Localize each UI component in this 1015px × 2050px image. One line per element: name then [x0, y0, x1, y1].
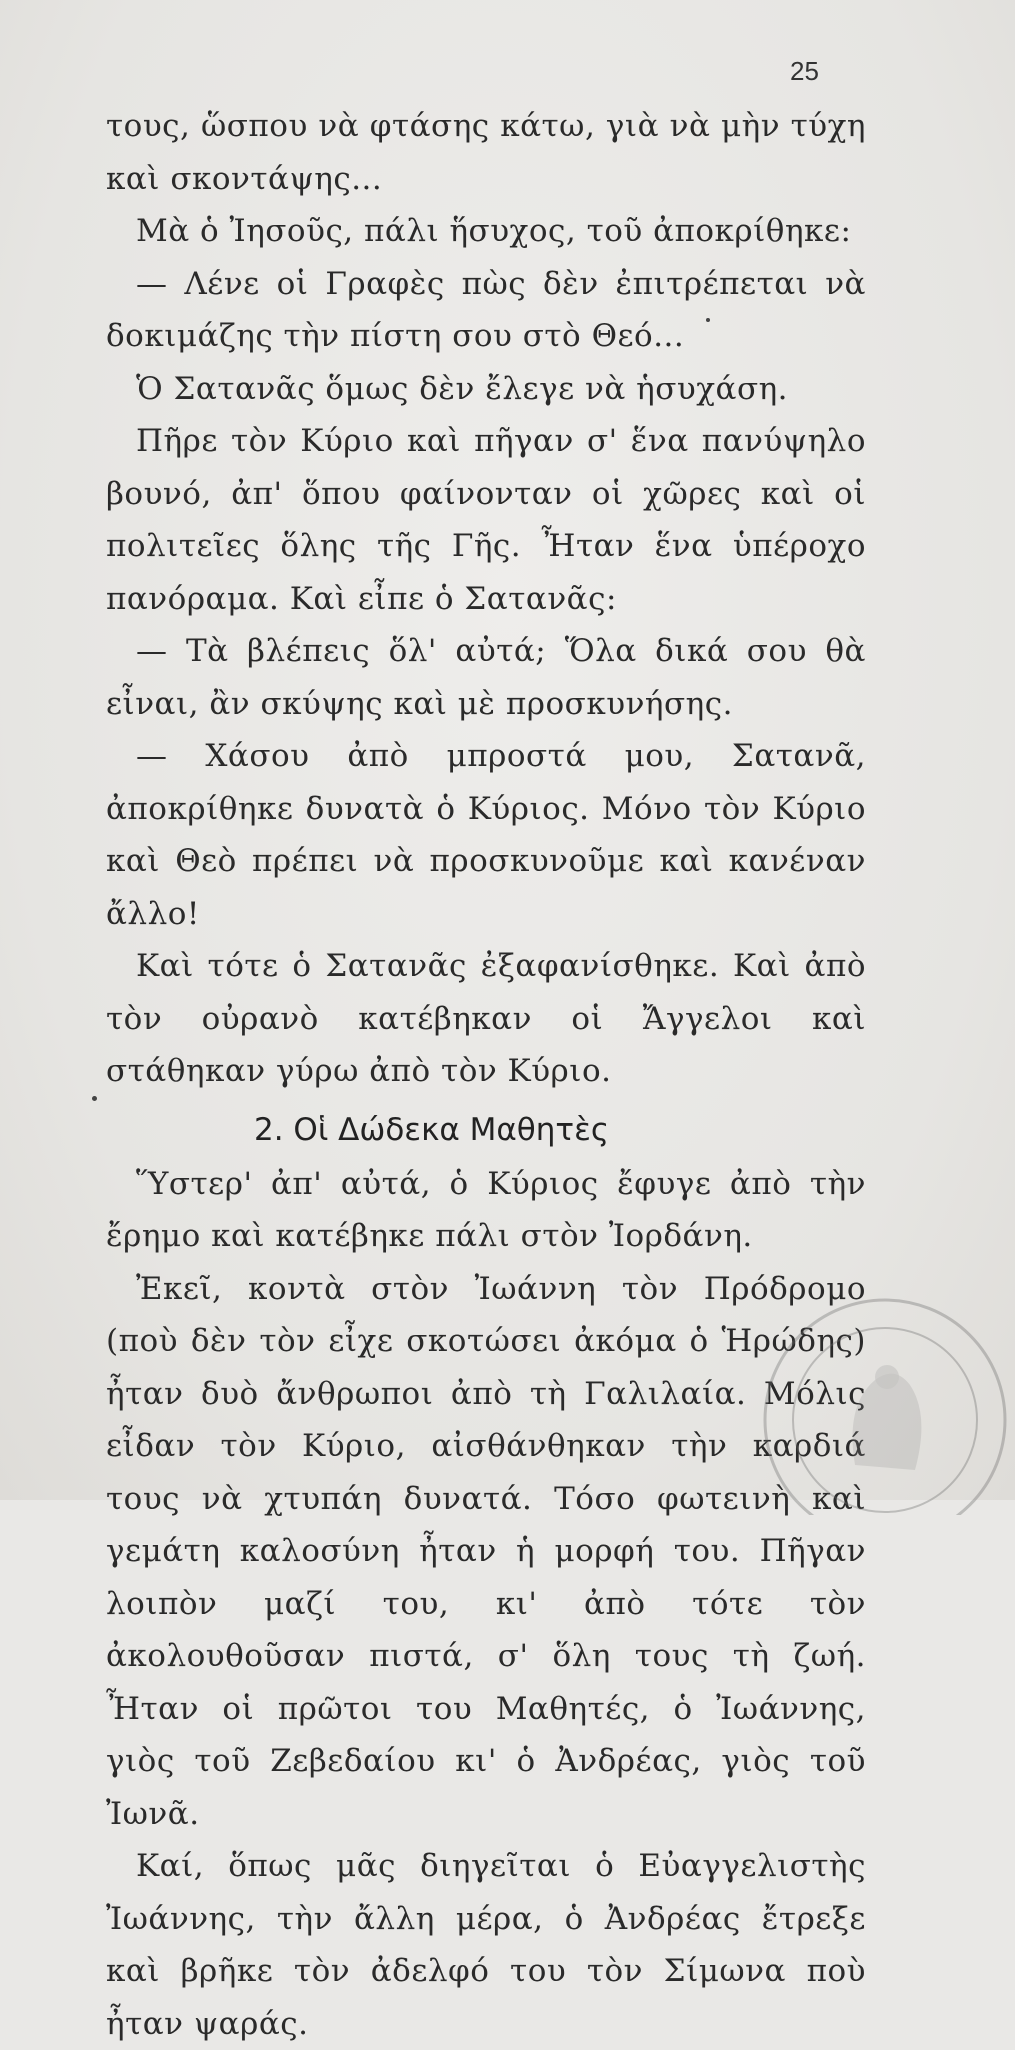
paragraph: Ὁ Σατανᾶς ὅμως δὲν ἔλεγε νὰ ἡσυχάση.	[136, 370, 789, 407]
page-number: 25	[790, 56, 819, 86]
paragraph: Καί, ὅπως μᾶς διηγεῖται ὁ Εὐαγγελιστὴς Ἰωάννης, τὴν ἄλλη μέρα, ὁ Ἀνδρέας ἔτρεξε καὶ βρῆκε τὸν ἀδελφό του τὸν Σίμωνα ποὺ ἦταν ψαράς.	[106, 1848, 866, 2042]
ink-speck	[92, 1096, 97, 1101]
library-stamp-icon	[735, 1285, 1015, 1515]
paragraph: Καὶ τότε ὁ Σατανᾶς ἐξαφανίσθηκε. Καὶ ἀπὸ τὸν οὐρανὸ κατέβηκαν οἱ Ἄγγελοι καὶ στάθηκαν γύρω ἀπὸ τὸν Κύριο.	[106, 948, 866, 1089]
paragraph: Ἐκεῖ, κοντὰ στὸν Ἰωάννη τὸν Πρόδρομο (ποὺ δὲν τὸν εἶχε σκοτώσει ἀκόμα ὁ Ἡρώδης) ἦταν δυὸ ἄνθρωποι ἀπὸ τὴ Γαλιλαία. Μόλις εἶδαν τὸν Κύριο, αἰσθάνθηκαν τὴν καρδιά τους νὰ χτυπάη δυνατά. Τόσο φωτεινὴ καὶ γεμάτη καλοσύνη ἦταν ἡ μορφή του. Πῆγαν λοιπὸν μαζί του, κι' ἀπὸ τότε τὸν ἀκολουθοῦσαν πιστά, σ' ὅλη τους τὴ ζωή. Ἦταν οἱ πρῶτοι του Μαθητές, ὁ Ἰωάννης, γιὸς τοῦ Ζεβεδαίου κι' ὁ Ἀνδρέας, γιὸς τοῦ Ἰωνᾶ.	[106, 1270, 866, 1832]
paragraph: τους, ὥσπου νὰ φτάσης κάτω, γιὰ νὰ μὴν τύχη καὶ σκοντάψης...	[106, 108, 866, 197]
ink-speck	[706, 318, 710, 322]
paragraph: Πῆρε τὸν Κύριο καὶ πῆγαν σ' ἕνα πανύψηλο βουνό, ἀπ' ὅπου φαίνονταν οἱ χῶρες καὶ οἱ πολιτεῖες ὅλης τῆς Γῆς. Ἦταν ἕνα ὑπέροχο πανόραμα. Καὶ εἶπε ὁ Σατανᾶς:	[106, 423, 866, 617]
paragraph: Μὰ ὁ Ἰησοῦς, πάλι ἥσυχος, τοῦ ἀποκρίθηκε:	[136, 213, 852, 249]
section-heading: 2. Οἱ Δώδεκα Μαθητὲς	[254, 1111, 610, 1148]
paragraph: — Λένε οἱ Γραφὲς πὼς δὲν ἐπιτρέπεται νὰ δοκιμάζης τὴν πίστη σου στὸ Θεό...	[106, 265, 866, 354]
text-block	[106, 100, 866, 2050]
paragraph: Ὕστερ' ἀπ' αὐτά, ὁ Κύριος ἔφυγε ἀπὸ τὴν ἔρημο καὶ κατέβηκε πάλι στὸν Ἰορδάνη.	[106, 1165, 866, 1254]
paragraph: — Χάσου ἀπὸ μπροστά μου, Σατανᾶ, ἀποκρίθηκε δυνατὰ ὁ Κύριος. Μόνο τὸν Κύριο καὶ Θεὸ πρέπει νὰ προσκυνοῦμε καὶ κανέναν ἄλλο!	[106, 738, 866, 932]
paragraph: — Τὰ βλέπεις ὅλ' αὐτά; Ὅλα δικά σου θὰ εἶναι, ἂν σκύψης καὶ μὲ προσκυνήσης.	[106, 633, 866, 722]
